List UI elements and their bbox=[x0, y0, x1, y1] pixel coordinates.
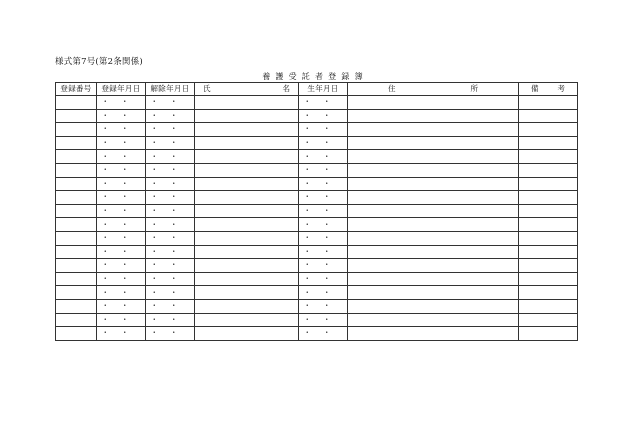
name-cell[interactable] bbox=[195, 313, 299, 327]
name-cell[interactable] bbox=[195, 272, 299, 286]
table-row bbox=[56, 313, 578, 327]
cancellation-date-cell[interactable]: ・・ bbox=[146, 231, 195, 245]
remarks-cell[interactable] bbox=[519, 327, 578, 341]
header-address-right: 所 bbox=[470, 84, 478, 93]
name-cell[interactable] bbox=[195, 245, 299, 259]
name-cell[interactable] bbox=[195, 204, 299, 218]
cancellation-date-cell[interactable]: ・・ bbox=[146, 150, 195, 164]
table-row bbox=[56, 299, 578, 313]
register-table bbox=[55, 82, 578, 341]
remarks-cell[interactable] bbox=[519, 163, 578, 177]
address-cell[interactable] bbox=[348, 177, 519, 191]
birth-date-cell[interactable]: ・・ bbox=[299, 96, 348, 110]
address-cell[interactable] bbox=[348, 96, 519, 110]
address-cell[interactable] bbox=[348, 259, 519, 273]
table-row bbox=[56, 327, 578, 341]
name-cell[interactable] bbox=[195, 109, 299, 123]
registration-no-cell[interactable] bbox=[56, 259, 97, 273]
birth-date-cell[interactable]: ・・ bbox=[299, 259, 348, 273]
remarks-cell[interactable] bbox=[519, 150, 578, 164]
cancellation-date-cell[interactable]: ・・ bbox=[146, 204, 195, 218]
address-cell[interactable] bbox=[348, 218, 519, 232]
cancellation-date-cell[interactable]: ・・ bbox=[146, 109, 195, 123]
name-cell[interactable] bbox=[195, 150, 299, 164]
header-name bbox=[195, 83, 299, 96]
registration-date-cell[interactable]: ・・ bbox=[97, 109, 146, 123]
remarks-cell[interactable] bbox=[519, 245, 578, 259]
cancellation-date-cell[interactable]: ・・ bbox=[146, 123, 195, 137]
birth-date-cell[interactable]: ・・ bbox=[299, 299, 348, 313]
form-number-label: 様式第7号(第2条関係) bbox=[55, 57, 143, 67]
header-registration-date bbox=[97, 83, 146, 96]
header-address-left: 住 bbox=[388, 84, 396, 93]
table-row bbox=[56, 286, 578, 300]
table-row bbox=[56, 96, 578, 110]
registration-no-cell[interactable] bbox=[56, 327, 97, 341]
name-cell[interactable] bbox=[195, 218, 299, 232]
header-remarks bbox=[519, 83, 578, 96]
birth-date-cell[interactable]: ・・ bbox=[299, 163, 348, 177]
header-name-right: 名 bbox=[282, 84, 290, 93]
registration-date-cell[interactable]: ・・ bbox=[97, 231, 146, 245]
table-row bbox=[56, 259, 578, 273]
birth-date-cell[interactable]: ・・ bbox=[299, 191, 348, 205]
remarks-cell[interactable] bbox=[519, 96, 578, 110]
registration-date-cell[interactable]: ・・ bbox=[97, 286, 146, 300]
cancellation-date-cell[interactable]: ・・ bbox=[146, 259, 195, 273]
cancellation-date-cell[interactable]: ・・ bbox=[146, 299, 195, 313]
cancellation-date-cell[interactable]: ・・ bbox=[146, 163, 195, 177]
table-row bbox=[56, 272, 578, 286]
address-cell[interactable] bbox=[348, 286, 519, 300]
registration-no-cell[interactable] bbox=[56, 286, 97, 300]
address-cell[interactable] bbox=[348, 191, 519, 205]
cancellation-date-cell[interactable]: ・・ bbox=[146, 245, 195, 259]
registration-date-cell[interactable]: ・・ bbox=[97, 327, 146, 341]
header-cancellation-date-label: 解除年月日 bbox=[150, 84, 190, 93]
remarks-cell[interactable] bbox=[519, 177, 578, 191]
cancellation-date-cell[interactable]: ・・ bbox=[146, 272, 195, 286]
registration-date-cell[interactable]: ・・ bbox=[97, 259, 146, 273]
registration-date-cell[interactable]: ・・ bbox=[97, 218, 146, 232]
registration-no-cell[interactable] bbox=[56, 231, 97, 245]
remarks-cell[interactable] bbox=[519, 123, 578, 137]
address-cell[interactable] bbox=[348, 313, 519, 327]
cancellation-date-cell[interactable]: ・・ bbox=[146, 191, 195, 205]
name-cell[interactable] bbox=[195, 177, 299, 191]
register-body bbox=[56, 96, 578, 341]
name-cell[interactable] bbox=[195, 327, 299, 341]
remarks-cell[interactable] bbox=[519, 313, 578, 327]
registration-no-cell[interactable] bbox=[56, 272, 97, 286]
registration-date-cell[interactable]: ・・ bbox=[97, 150, 146, 164]
header-remarks-left: 備 bbox=[531, 84, 539, 93]
registration-no-cell[interactable] bbox=[56, 150, 97, 164]
registration-no-cell[interactable] bbox=[56, 204, 97, 218]
address-cell[interactable] bbox=[348, 163, 519, 177]
header-name-left: 氏 bbox=[203, 84, 211, 93]
name-cell[interactable] bbox=[195, 191, 299, 205]
cancellation-date-cell[interactable]: ・・ bbox=[146, 96, 195, 110]
birth-date-cell[interactable]: ・・ bbox=[299, 231, 348, 245]
remarks-cell[interactable] bbox=[519, 191, 578, 205]
table-row bbox=[56, 245, 578, 259]
registration-no-cell[interactable] bbox=[56, 136, 97, 150]
name-cell[interactable] bbox=[195, 163, 299, 177]
table-row bbox=[56, 123, 578, 137]
registration-no-cell[interactable] bbox=[56, 299, 97, 313]
registration-date-cell[interactable]: ・・ bbox=[97, 136, 146, 150]
birth-date-cell[interactable]: ・・ bbox=[299, 272, 348, 286]
address-cell[interactable] bbox=[348, 136, 519, 150]
header-address bbox=[348, 83, 519, 96]
remarks-cell[interactable] bbox=[519, 272, 578, 286]
registration-no-cell[interactable] bbox=[56, 191, 97, 205]
address-cell[interactable] bbox=[348, 109, 519, 123]
cancellation-date-cell[interactable]: ・・ bbox=[146, 177, 195, 191]
birth-date-cell[interactable]: ・・ bbox=[299, 327, 348, 341]
form-title: 養護受託者登録簿 bbox=[262, 72, 368, 81]
address-cell[interactable] bbox=[348, 272, 519, 286]
registration-no-cell[interactable] bbox=[56, 245, 97, 259]
birth-date-cell[interactable]: ・・ bbox=[299, 204, 348, 218]
remarks-cell[interactable] bbox=[519, 218, 578, 232]
address-cell[interactable] bbox=[348, 327, 519, 341]
address-cell[interactable] bbox=[348, 231, 519, 245]
remarks-cell[interactable] bbox=[519, 231, 578, 245]
header-row bbox=[56, 83, 578, 96]
header-remarks-right: 考 bbox=[557, 84, 565, 93]
registration-no-cell[interactable] bbox=[56, 109, 97, 123]
cancellation-date-cell[interactable]: ・・ bbox=[146, 327, 195, 341]
table-row bbox=[56, 231, 578, 245]
address-cell[interactable] bbox=[348, 150, 519, 164]
cancellation-date-cell[interactable]: ・・ bbox=[146, 286, 195, 300]
name-cell[interactable] bbox=[195, 259, 299, 273]
header-registration-no-label: 登録番号 bbox=[60, 84, 92, 93]
name-cell[interactable] bbox=[195, 286, 299, 300]
remarks-cell[interactable] bbox=[519, 286, 578, 300]
registration-date-cell[interactable]: ・・ bbox=[97, 123, 146, 137]
birth-date-cell[interactable]: ・・ bbox=[299, 109, 348, 123]
registration-date-cell[interactable]: ・・ bbox=[97, 163, 146, 177]
table-row bbox=[56, 150, 578, 164]
header-registration-date-label: 登録年月日 bbox=[101, 84, 141, 93]
header-cancellation-date bbox=[146, 83, 195, 96]
registration-no-cell[interactable] bbox=[56, 313, 97, 327]
registration-date-cell[interactable]: ・・ bbox=[97, 245, 146, 259]
name-cell[interactable] bbox=[195, 299, 299, 313]
header-registration-no bbox=[56, 83, 97, 96]
cancellation-date-cell[interactable]: ・・ bbox=[146, 313, 195, 327]
registration-no-cell[interactable] bbox=[56, 218, 97, 232]
birth-date-cell[interactable]: ・・ bbox=[299, 286, 348, 300]
address-cell[interactable] bbox=[348, 204, 519, 218]
birth-date-cell[interactable]: ・・ bbox=[299, 245, 348, 259]
birth-date-cell[interactable]: ・・ bbox=[299, 136, 348, 150]
name-cell[interactable] bbox=[195, 231, 299, 245]
birth-date-cell[interactable]: ・・ bbox=[299, 123, 348, 137]
address-cell[interactable] bbox=[348, 245, 519, 259]
registration-no-cell[interactable] bbox=[56, 123, 97, 137]
registration-date-cell[interactable]: ・・ bbox=[97, 96, 146, 110]
address-cell[interactable] bbox=[348, 299, 519, 313]
table-row bbox=[56, 177, 578, 191]
table-row bbox=[56, 136, 578, 150]
registration-date-cell[interactable]: ・・ bbox=[97, 191, 146, 205]
table-row bbox=[56, 163, 578, 177]
registration-no-cell[interactable] bbox=[56, 96, 97, 110]
registration-date-cell[interactable]: ・・ bbox=[97, 204, 146, 218]
birth-date-cell[interactable]: ・・ bbox=[299, 150, 348, 164]
cancellation-date-cell[interactable]: ・・ bbox=[146, 136, 195, 150]
remarks-cell[interactable] bbox=[519, 109, 578, 123]
remarks-cell[interactable] bbox=[519, 136, 578, 150]
registration-no-cell[interactable] bbox=[56, 177, 97, 191]
address-cell[interactable] bbox=[348, 123, 519, 137]
birth-date-cell[interactable]: ・・ bbox=[299, 218, 348, 232]
remarks-cell[interactable] bbox=[519, 259, 578, 273]
registration-date-cell[interactable]: ・・ bbox=[97, 177, 146, 191]
header-birth-date bbox=[299, 83, 348, 96]
name-cell[interactable] bbox=[195, 96, 299, 110]
remarks-cell[interactable] bbox=[519, 204, 578, 218]
registration-date-cell[interactable]: ・・ bbox=[97, 313, 146, 327]
table-row bbox=[56, 191, 578, 205]
registration-no-cell[interactable] bbox=[56, 163, 97, 177]
name-cell[interactable] bbox=[195, 123, 299, 137]
registration-date-cell[interactable]: ・・ bbox=[97, 272, 146, 286]
birth-date-cell[interactable]: ・・ bbox=[299, 313, 348, 327]
table-row bbox=[56, 204, 578, 218]
name-cell[interactable] bbox=[195, 136, 299, 150]
table-row bbox=[56, 218, 578, 232]
cancellation-date-cell[interactable]: ・・ bbox=[146, 218, 195, 232]
birth-date-cell[interactable]: ・・ bbox=[299, 177, 348, 191]
table-row bbox=[56, 109, 578, 123]
remarks-cell[interactable] bbox=[519, 299, 578, 313]
header-birth-date-label: 生年月日 bbox=[307, 84, 339, 93]
registration-date-cell[interactable]: ・・ bbox=[97, 299, 146, 313]
